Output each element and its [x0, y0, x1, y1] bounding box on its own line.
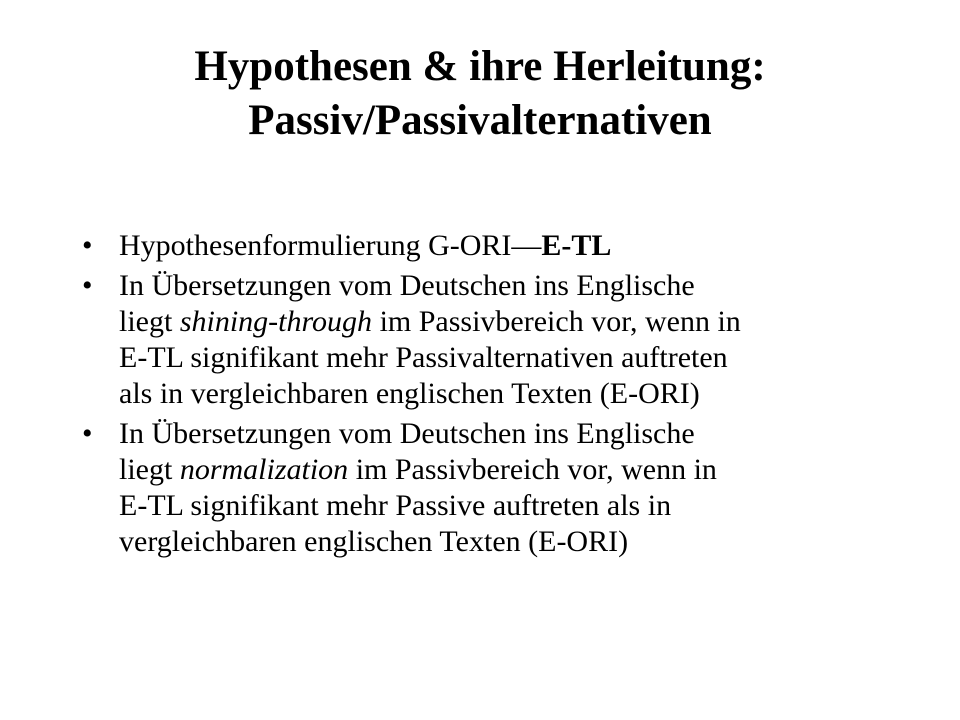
text-run: Hypothesenformulierung G-ORI— [119, 229, 542, 262]
bullet-text [119, 228, 912, 264]
italic-term: shining-through [179, 305, 373, 338]
italic-term: normalization [179, 453, 349, 486]
slide-title [0, 40, 960, 148]
text-run: liegt [119, 453, 180, 486]
bullet-line [119, 452, 912, 488]
bullet-line: In Übersetzungen vom Deutschen ins Englische [119, 417, 695, 450]
bullet-list [82, 228, 912, 564]
bullet-dot-icon: • [82, 417, 93, 450]
bullet-line: E-TL signifikant mehr Passive auftreten als in [119, 489, 672, 522]
title-line-1: Hypothesen & ihre Herleitung: [194, 43, 766, 90]
bullet-line [119, 228, 912, 264]
bullet-item-hypothesis [82, 228, 912, 264]
text-run: im Passivbereich vor, wenn in [348, 453, 717, 486]
bullet-text [119, 416, 912, 560]
bullet-dot-icon: • [82, 229, 93, 262]
bullet-line: E-TL signifikant mehr Passivalternativen auftreten [119, 341, 728, 374]
bullet-item-normalization [82, 416, 912, 560]
bold-term: E-TL [541, 229, 612, 262]
bullet-dot-icon: • [82, 269, 93, 302]
bullet-item-shining-through [82, 268, 912, 412]
bullet-line: als in vergleichbaren englischen Texten (E-ORI) [119, 377, 700, 410]
bullet-line: In Übersetzungen vom Deutschen ins Englische [119, 269, 695, 302]
title-line-2: Passiv/Passivalternativen [248, 97, 712, 144]
bullet-line: vergleichbaren englischen Texten (E-ORI) [119, 525, 629, 558]
bullet-text [119, 268, 912, 412]
text-run: im Passivbereich vor, wenn in [372, 305, 741, 338]
bullet-line [119, 304, 912, 340]
text-run: liegt [119, 305, 180, 338]
